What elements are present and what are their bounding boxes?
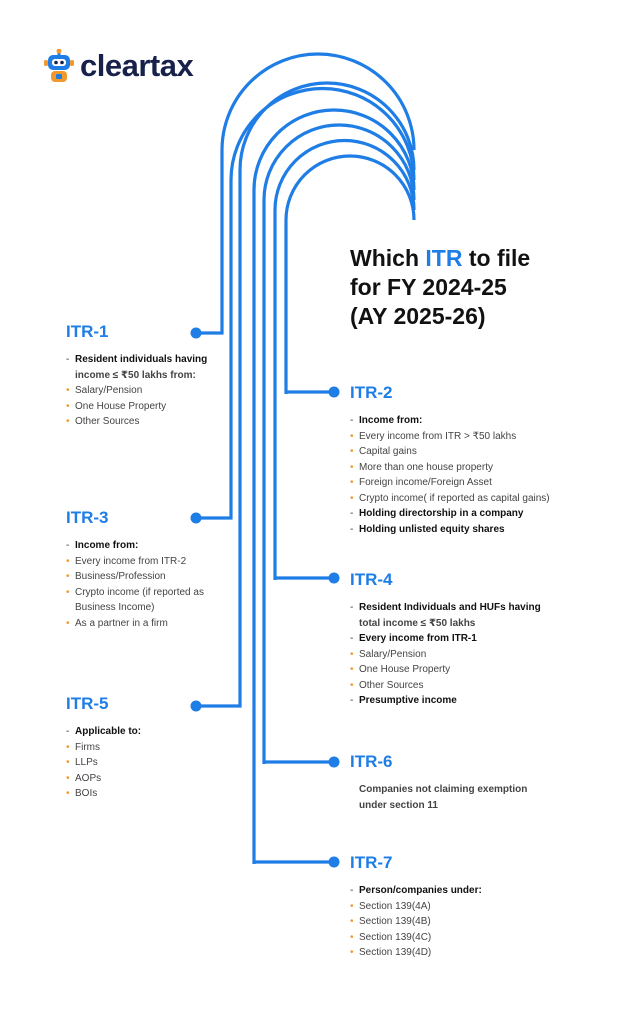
item-text: Salary/Pension xyxy=(359,648,427,660)
section-itr-6 xyxy=(350,752,527,813)
item-text: Other Sources xyxy=(75,416,140,427)
item-text: income ≤ ₹50 lakhs from: xyxy=(75,369,196,381)
dot-bullet-icon: • xyxy=(350,492,354,504)
list-item xyxy=(350,678,541,694)
section-title: ITR-6 xyxy=(350,752,393,771)
section-title: ITR-3 xyxy=(66,508,109,527)
item-text: Companies not claiming exemption xyxy=(359,784,528,795)
item-text: One House Property xyxy=(75,400,167,412)
dot-bullet-icon: • xyxy=(350,430,354,442)
dot-bullet-icon: • xyxy=(66,741,70,753)
dot-bullet-icon: • xyxy=(350,947,354,958)
item-text: Every income from ITR-1 xyxy=(359,633,477,644)
list-item xyxy=(66,554,204,570)
list-item xyxy=(350,899,482,915)
item-text: Business/Profession xyxy=(75,571,166,582)
item-text: total income ≤ ₹50 lakhs xyxy=(359,617,476,629)
dash-bullet: - xyxy=(66,354,70,365)
section-title: ITR-4 xyxy=(350,570,393,589)
list-item xyxy=(350,600,541,616)
item-text: Foreign income/Foreign Asset xyxy=(359,477,492,488)
list-item xyxy=(350,945,482,961)
list-item xyxy=(66,585,204,601)
dot-bullet-icon: • xyxy=(350,461,354,473)
item-text: Person/companies under: xyxy=(359,885,482,896)
indent xyxy=(350,798,359,814)
item-text: BOIs xyxy=(75,788,98,799)
list-item xyxy=(350,662,541,678)
list-item xyxy=(350,930,482,946)
dot-bullet-icon: • xyxy=(66,788,70,799)
item-text: Holding directorship in a company xyxy=(359,508,524,519)
title-text: Which xyxy=(350,245,426,271)
dot-bullet-icon: • xyxy=(350,931,354,943)
list-item xyxy=(350,413,550,429)
dot-bullet-icon: • xyxy=(66,571,70,582)
dash-bullet: - xyxy=(350,633,354,644)
list-item xyxy=(66,414,207,430)
list-item xyxy=(66,569,204,585)
dash-bullet: - xyxy=(350,695,354,706)
dot-bullet-icon: • xyxy=(66,757,70,768)
list-item xyxy=(66,600,204,616)
section-title: ITR-7 xyxy=(350,853,393,872)
item-text: One House Property xyxy=(359,664,451,675)
indent xyxy=(66,600,75,616)
section-title: ITR-1 xyxy=(66,322,109,341)
section-items xyxy=(66,352,207,430)
dash-bullet: - xyxy=(350,885,354,896)
section-itr-4 xyxy=(350,570,541,709)
list-item xyxy=(350,475,550,491)
title-line-3: (AY 2025-26) xyxy=(350,303,486,329)
section-itr-1 xyxy=(66,322,207,430)
item-text: Holding unlisted equity shares xyxy=(359,523,505,535)
list-item xyxy=(350,444,550,460)
section-itr-7 xyxy=(350,853,482,961)
item-text: Income from: xyxy=(75,540,139,551)
dash-bullet: - xyxy=(66,726,70,737)
item-text: Section 139(4B) xyxy=(359,916,431,927)
dot-bullet-icon: • xyxy=(66,416,70,427)
dot-bullet-icon: • xyxy=(66,617,70,629)
dot-bullet-icon: • xyxy=(66,400,70,412)
item-text: Every income from ITR > ₹50 lakhs xyxy=(359,430,517,442)
list-item xyxy=(350,631,541,647)
section-itr-2 xyxy=(350,383,550,537)
indent xyxy=(350,616,359,632)
node-dot-itr-6 xyxy=(329,757,340,768)
list-item xyxy=(66,399,207,415)
list-item xyxy=(350,782,527,798)
list-item xyxy=(350,460,550,476)
list-item xyxy=(66,724,141,740)
list-item xyxy=(66,616,204,632)
dot-bullet-icon: • xyxy=(350,648,354,660)
list-item xyxy=(66,368,207,384)
item-text: As a partner in a firm xyxy=(75,617,168,629)
section-items xyxy=(350,883,482,961)
indent xyxy=(350,782,359,798)
page-title xyxy=(350,244,530,331)
item-text: Income from: xyxy=(359,415,423,426)
item-text: Business Income) xyxy=(75,602,155,613)
item-text: More than one house property xyxy=(359,461,493,473)
section-itr-5 xyxy=(66,694,141,802)
item-text: Section 139(4A) xyxy=(359,900,431,912)
title-line-1 xyxy=(350,244,530,273)
section-items xyxy=(350,600,541,709)
item-text: AOPs xyxy=(75,772,102,784)
dot-bullet-icon: • xyxy=(350,477,354,488)
dot-bullet-icon: • xyxy=(350,446,354,457)
section-items xyxy=(66,724,141,802)
section-items xyxy=(66,538,204,631)
item-text: Section 139(4C) xyxy=(359,931,432,943)
node-dot-itr-7 xyxy=(329,857,340,868)
indent xyxy=(66,368,75,384)
item-text: under section 11 xyxy=(359,799,438,811)
item-text: LLPs xyxy=(75,757,98,768)
dot-bullet-icon: • xyxy=(350,916,354,927)
dash-bullet: - xyxy=(350,602,354,613)
list-item xyxy=(66,786,141,802)
list-item xyxy=(350,491,550,507)
list-item xyxy=(66,771,141,787)
section-items xyxy=(350,413,550,537)
dash-bullet: - xyxy=(66,540,70,551)
list-item xyxy=(350,429,550,445)
item-text: Capital gains xyxy=(359,446,417,457)
item-text: Every income from ITR-2 xyxy=(75,555,187,567)
dot-bullet-icon: • xyxy=(66,772,70,784)
dot-bullet-icon: • xyxy=(350,900,354,912)
dot-bullet-icon: • xyxy=(66,555,70,567)
dash-bullet: - xyxy=(350,415,354,426)
dot-bullet-icon: • xyxy=(66,385,70,396)
item-text: Salary/Pension xyxy=(75,385,143,396)
robot-mascot-icon xyxy=(44,49,74,83)
list-item xyxy=(350,798,527,814)
item-text: Crypto income( if reported as capital gains) xyxy=(359,492,550,504)
brand-name: cleartax xyxy=(80,48,194,83)
list-item xyxy=(66,352,207,368)
list-item xyxy=(350,616,541,632)
dot-bullet-icon: • xyxy=(350,679,354,691)
list-item xyxy=(66,755,141,771)
list-item xyxy=(66,383,207,399)
item-text: Firms xyxy=(75,741,100,753)
dot-bullet-icon: • xyxy=(350,664,354,675)
list-item xyxy=(350,506,550,522)
section-itr-3 xyxy=(66,508,204,631)
node-dot-itr-4 xyxy=(329,573,340,584)
list-item xyxy=(350,522,550,538)
dash-bullet: - xyxy=(350,508,354,519)
list-item xyxy=(66,740,141,756)
list-item xyxy=(350,883,482,899)
list-item xyxy=(66,538,204,554)
section-title: ITR-2 xyxy=(350,383,393,402)
item-text: Crypto income (if reported as xyxy=(75,586,204,598)
list-item xyxy=(350,693,541,709)
item-text: Applicable to: xyxy=(75,726,142,737)
dash-bullet: - xyxy=(350,523,354,535)
node-dot-itr-5 xyxy=(191,701,202,712)
item-text: Section 139(4D) xyxy=(359,947,432,958)
dot-bullet-icon: • xyxy=(66,586,70,598)
title-text: to file xyxy=(462,245,531,271)
list-item xyxy=(350,647,541,663)
item-text: Other Sources xyxy=(359,679,424,691)
title-line-2: for FY 2024-25 xyxy=(350,274,507,300)
node-dot-itr-2 xyxy=(329,387,340,398)
item-text: Resident Individuals and HUFs having xyxy=(359,602,541,613)
item-text: Resident individuals having xyxy=(75,354,208,365)
section-items xyxy=(350,782,527,813)
item-text: Presumptive income xyxy=(359,695,457,706)
cleartax-logo[interactable] xyxy=(44,46,193,86)
title-accent: ITR xyxy=(425,245,463,271)
section-title: ITR-5 xyxy=(66,694,109,713)
list-item xyxy=(350,914,482,930)
